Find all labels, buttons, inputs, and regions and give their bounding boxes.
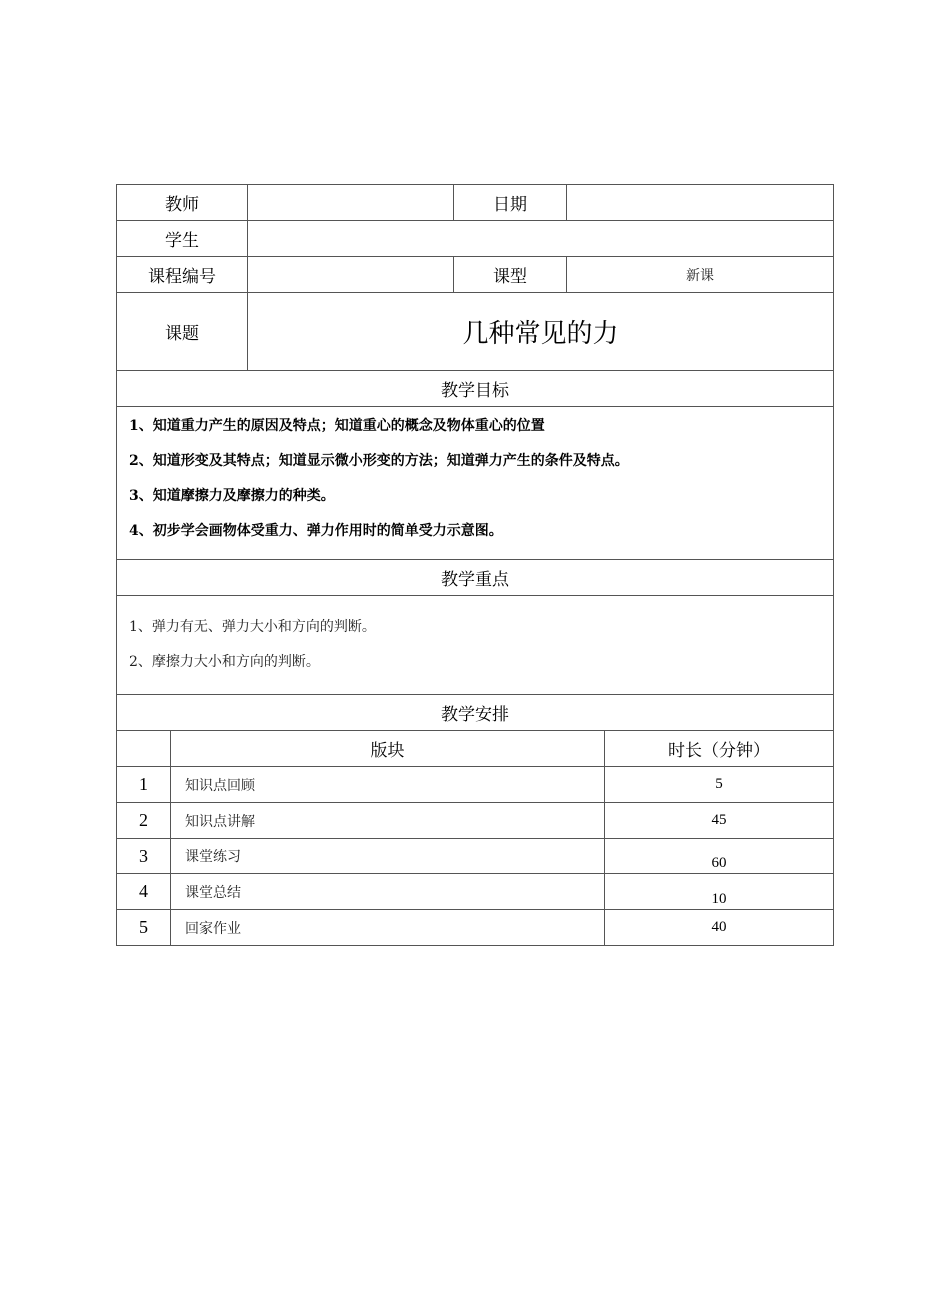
course-number-label: 课程编号	[117, 257, 248, 293]
table-row	[117, 839, 834, 874]
row-number: 3	[117, 839, 171, 874]
row-minutes: 60	[605, 839, 834, 874]
schedule-block-header: 版块	[171, 731, 605, 767]
goals-list	[117, 407, 834, 560]
row-number: 5	[117, 910, 171, 946]
row-number: 4	[117, 874, 171, 910]
key-point-item: 1、弹力有无、弹力大小和方向的判断。	[129, 619, 376, 635]
row-block: 回家作业	[171, 910, 605, 946]
row-block: 课堂练习	[171, 839, 605, 874]
table-row	[117, 803, 834, 839]
date-label: 日期	[454, 185, 567, 221]
student-field[interactable]	[248, 221, 834, 257]
row-block: 知识点讲解	[171, 803, 605, 839]
lesson-plan-form	[116, 184, 833, 946]
schedule-duration-header: 时长（分钟）	[605, 731, 834, 767]
goal-item: 2、知道形变及其特点；知道显示微小形变的方法；知道弹力产生的条件及特点。	[129, 453, 629, 469]
key-points-heading: 教学重点	[117, 560, 834, 596]
student-label: 学生	[117, 221, 248, 257]
teacher-field[interactable]	[248, 185, 454, 221]
row-minutes: 45	[605, 803, 834, 839]
goal-item: 1、知道重力产生的原因及特点；知道重心的概念及物体重心的位置	[129, 418, 545, 434]
info-table	[116, 184, 834, 731]
course-number-field[interactable]	[248, 257, 454, 293]
goals-heading: 教学目标	[117, 371, 834, 407]
row-minutes: 40	[605, 910, 834, 946]
date-field[interactable]	[567, 185, 834, 221]
course-type-value: 新课	[567, 257, 834, 293]
row-number: 2	[117, 803, 171, 839]
key-points-list	[117, 596, 834, 695]
table-row	[117, 910, 834, 946]
table-row	[117, 874, 834, 910]
schedule-number-header	[117, 731, 171, 767]
goal-item: 4、初步学会画物体受重力、弹力作用时的简单受力示意图。	[129, 523, 503, 539]
row-block: 课堂总结	[171, 874, 605, 910]
key-point-item: 2、摩擦力大小和方向的判断。	[129, 654, 320, 670]
row-minutes: 10	[605, 874, 834, 910]
schedule-table	[116, 730, 834, 946]
course-type-label: 课型	[454, 257, 567, 293]
topic-title: 几种常见的力	[248, 293, 834, 371]
schedule-heading: 教学安排	[117, 695, 834, 731]
row-block: 知识点回顾	[171, 767, 605, 803]
teacher-label: 教师	[117, 185, 248, 221]
goal-item: 3、知道摩擦力及摩擦力的种类。	[129, 488, 335, 504]
row-number: 1	[117, 767, 171, 803]
topic-label: 课题	[117, 293, 248, 371]
row-minutes: 5	[605, 767, 834, 803]
table-row	[117, 767, 834, 803]
